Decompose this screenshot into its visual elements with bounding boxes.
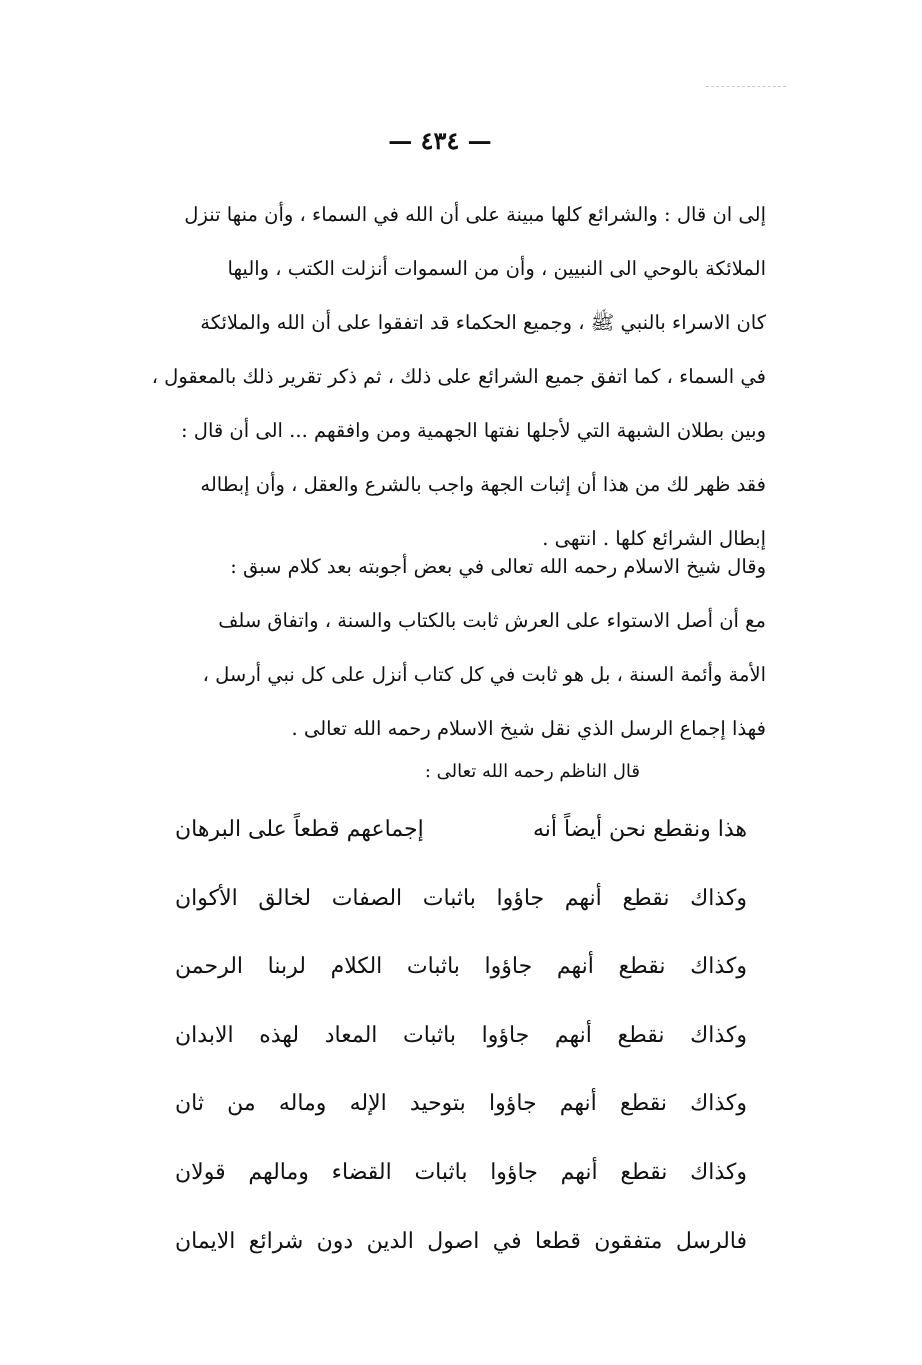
poem-verse: وكذاك نقطع أنهم جاؤوا باثبات المعاد لهذه الابدان — [175, 1022, 747, 1048]
poem-verse: فالرسل متفقون قطعا في اصول الدين دون شرائع الايمان — [175, 1228, 747, 1254]
poem-verse: وكذاك نقطع أنهم جاؤوا بتوحيد الإله وماله من ثان — [175, 1091, 747, 1117]
poem-verse: وكذاك نقطع أنهم جاؤوا باثبات القضاء ومالهم قولان — [175, 1159, 747, 1185]
verse-first-hemistich: هذا ونقطع نحن أيضاً أنه — [533, 817, 747, 842]
poem — [175, 796, 747, 1276]
text-line: في السماء ، كما اتفق جميع الشرائع على ذلك ، ثم ذكر تقرير ذلك بالمعقول ، — [151, 365, 766, 388]
poem-verse — [175, 796, 747, 865]
poem-verse: وكذاك نقطع أنهم جاؤوا باثبات الصفات لخالق الأكوان — [175, 885, 747, 911]
page-number: — ٤٣٤ — — [388, 126, 492, 155]
text-line: كان الاسراء بالنبي ﷺ ، وجميع الحكماء قد اتفقوا على أن الله والملائكة — [200, 311, 766, 334]
text-line: وقال شيخ الاسلام رحمه الله تعالى في بعض أجوبته بعد كلام سبق : — [230, 555, 766, 578]
text-line: إبطال الشرائع كلها . انتهى . — [542, 527, 766, 550]
poem-heading: قال الناظم رحمه الله تعالى : — [424, 761, 640, 782]
paragraph-2 — [138, 540, 766, 756]
text-line: الملائكة بالوحي الى النبيين ، وأن من السموات أنزلت الكتب ، واليها — [227, 257, 766, 280]
poem-verse: وكذاك نقطع أنهم جاؤوا باثبات الكلام لربنا الرحمن — [175, 954, 747, 980]
paragraph-1 — [138, 188, 766, 566]
text-line: وبين بطلان الشبهة التي لأجلها نفتها الجهمية ومن وافقهم ... الى أن قال : — [181, 419, 766, 442]
verse-second-hemistich: إجماعهم قطعاً على البرهان — [175, 817, 424, 842]
text-line: الأمة وأئمة السنة ، بل هو ثابت في كل كتاب أنزل على كل نبي أرسل ، — [202, 663, 766, 686]
text-line: فهذا إجماع الرسل الذي نقل شيخ الاسلام رحمه الله تعالى . — [291, 717, 766, 740]
text-line: فقد ظهر لك من هذا أن إثبات الجهة واجب بالشرع والعقل ، وأن إبطاله — [200, 473, 766, 496]
top-edge-rule — [706, 86, 786, 87]
text-line: مع أن أصل الاستواء على العرش ثابت بالكتاب والسنة ، واتفاق سلف — [218, 609, 766, 632]
text-line: إلى ان قال : والشرائع كلها مبينة على أن الله في السماء ، وأن منها تنزل — [184, 203, 766, 226]
